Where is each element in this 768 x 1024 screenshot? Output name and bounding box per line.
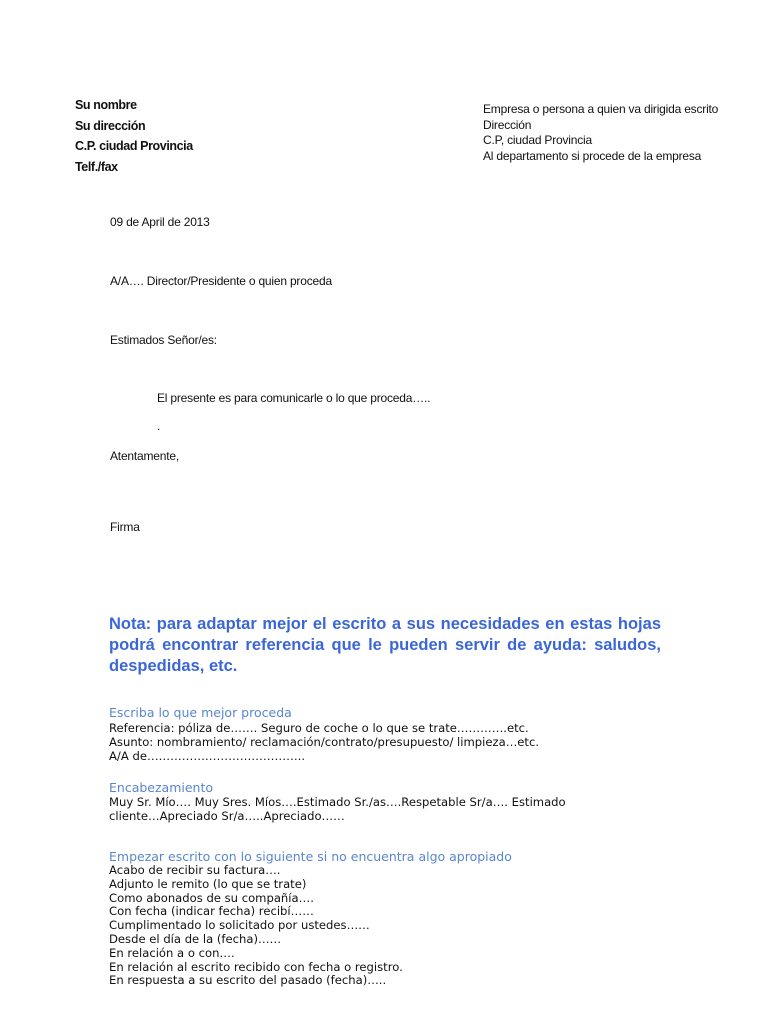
section-list-empezar (109, 864, 403, 988)
list-item: Como abonados de su compañía…. (109, 890, 314, 905)
sender-phone: Telf./fax (75, 159, 118, 174)
list-item: Adjunto le remito (lo que se trate) (109, 876, 307, 891)
sender-city: C.P. ciudad Provincia (75, 139, 193, 153)
section-title-empezar: Empezar escrito con lo siguiente si no encuentra algo apropiado (109, 849, 512, 864)
list-item: Muy Sr. Mío…. Muy Sres. Míos….Estimado Sr./as….Respetable Sr/a…. Estimado (109, 795, 566, 809)
recipient-address: Dirección (483, 117, 532, 132)
list-item: cliente…Apreciado Sr/a…..Apreciado…… (109, 808, 345, 823)
list-item: Asunto: nombramiento/ reclamación/contrato/presupuesto/ limpieza…etc. (109, 734, 540, 749)
list-item: En relación a o con…. (109, 945, 235, 960)
list-item: A/A de………………………………….. (109, 748, 306, 763)
list-item: Desde el día de la (fecha)…… (109, 931, 282, 946)
sender-name: Su nombre (75, 98, 137, 112)
recipient-department: Al departamento si procede de la empresa (483, 148, 702, 163)
recipient-block (483, 102, 718, 164)
section-title-escriba: Escriba lo que mejor proceda (109, 705, 292, 720)
list-item: En relación al escrito recibido con fecha o registro. (109, 959, 403, 974)
note-paragraph: Nota: para adaptar mejor el escrito a sus necesidades en estas hojas podrá encontrar referencia que le pueden servir de ayuda: saludos, despedidas, etc. (109, 615, 661, 675)
section-title-encabezamiento: Encabezamiento (109, 780, 214, 795)
letter-dot: . (157, 419, 161, 433)
recipient-city: C.P, ciudad Provincia (483, 133, 592, 147)
sender-block (75, 95, 193, 177)
list-item: Acabo de recibir su factura…. (109, 863, 281, 877)
section-list-escriba (109, 722, 539, 763)
letter-body: El presente es para comunicarle o lo que proceda….. (157, 391, 431, 405)
section-list-encabezamiento (109, 796, 566, 824)
letter-signature: Firma (110, 520, 140, 534)
list-item: Referencia: póliza de……. Seguro de coche o lo que se trate………….etc. (109, 721, 529, 735)
list-item: En respuesta a su escrito del pasado (fecha)….. (109, 973, 387, 988)
letter-date: 09 de April de 2013 (110, 215, 210, 229)
list-item: Cumplimentado lo solicitado por ustedes…… (109, 918, 370, 933)
sender-address: Su dirección (75, 118, 146, 133)
list-item: Con fecha (indicar fecha) recibí…… (109, 904, 314, 919)
recipient-name: Empresa o persona a quien va dirigida escrito (483, 102, 719, 116)
letter-attention: A/A…. Director/Presidente o quien proceda (110, 274, 332, 288)
letter-closing: Atentamente, (110, 449, 179, 463)
letter-salutation: Estimados Señor/es: (110, 333, 217, 347)
